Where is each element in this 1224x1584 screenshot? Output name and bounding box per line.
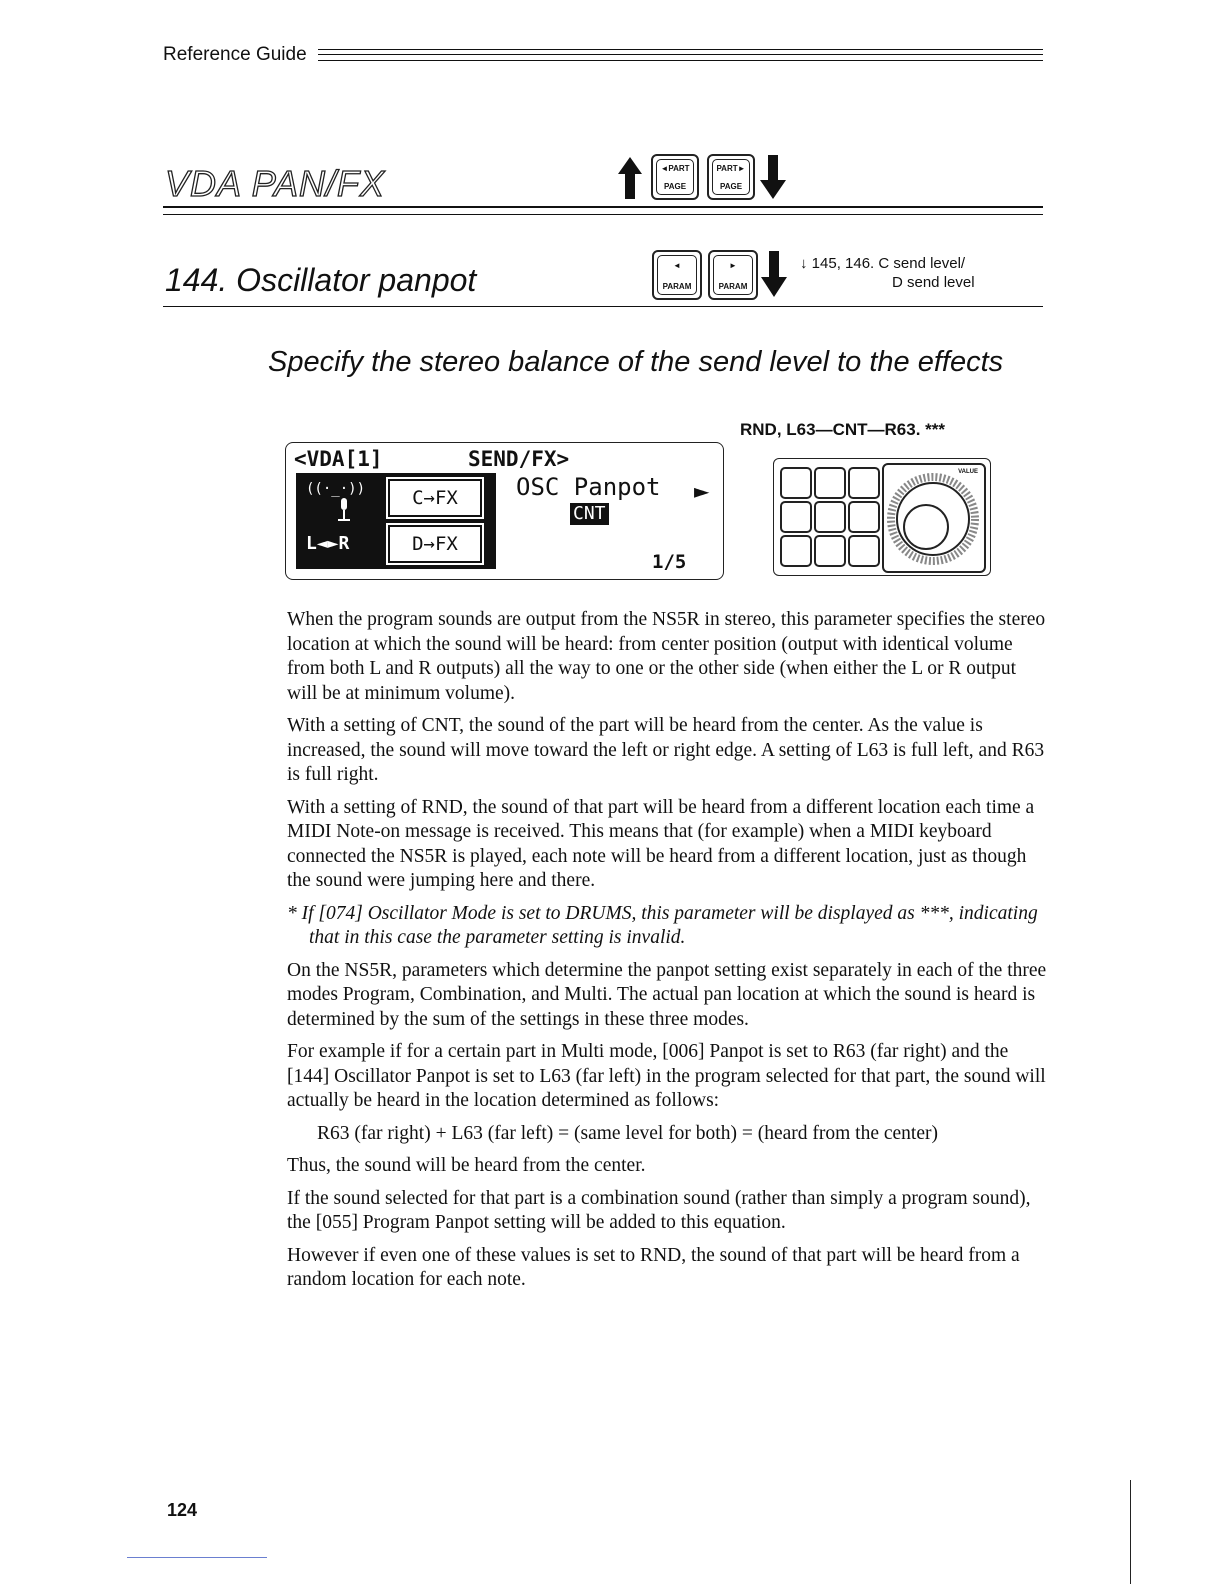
down-arrow-icon	[759, 154, 787, 200]
panel-button[interactable]	[780, 467, 812, 499]
header-rule	[318, 49, 1043, 61]
section-title: VDA PAN/FX	[165, 163, 386, 204]
param-right-key-bottom: PARAM	[718, 282, 748, 291]
lcd-header-left: <VDA[1]	[294, 447, 383, 471]
lcd-header-right: SEND/FX>	[468, 447, 570, 471]
knob-housing	[882, 463, 986, 573]
lcd-param-name: OSC Panpot	[516, 473, 661, 501]
parameter-subtitle: Specify the stereo balance of the send level to the effects	[268, 346, 1004, 378]
panel-button[interactable]	[780, 535, 812, 567]
microphone-icon	[336, 497, 352, 523]
lcd-page-indicator: 1/5	[652, 551, 687, 573]
body-text	[287, 608, 1047, 1301]
paragraph: When the program sounds are output from the NS5R in stereo, this parameter specifies the stereo location at which the sound will be heard: from center position (output with identical volume from both L and R outputs) all the way to one or the other side (when either the L or R output will be at minimum volume).	[287, 609, 1046, 704]
parameter-rule	[163, 306, 1043, 307]
section-rule	[163, 206, 1043, 215]
panel-button[interactable]	[814, 535, 846, 567]
down-arrow-icon	[760, 250, 788, 298]
lcd-next-arrow: ►	[694, 479, 710, 503]
lcd-value-cursor: CNT	[570, 503, 609, 525]
lcd-display	[285, 442, 724, 580]
paragraph: With a setting of RND, the sound of that part will be heard from a different location each time a MIDI Note-on message is received. This means that (for example) when a MIDI keyboard connected the NS5R is played, each note will be heard from a different location, just as though the sound were jumping here and there.	[287, 796, 1035, 891]
value-knob-icon[interactable]	[886, 471, 980, 565]
lcd-pan-block	[296, 473, 496, 569]
part-left-key-bottom: PAGE	[663, 182, 687, 191]
paragraph: With a setting of CNT, the sound of the part will be heard from the center. As the value is increased, the sound will move toward the left or right edge. A setting of L63 is full left, and R63 is full right.	[287, 715, 1045, 785]
reference-guide-label: Reference Guide	[163, 44, 307, 65]
next-parameter-line2: D send level	[892, 274, 975, 291]
pan-glyph: ((·_·))	[306, 481, 366, 497]
param-left-key-bottom: PARAM	[662, 282, 692, 291]
paragraph: For example if for a certain part in Multi mode, [006] Panpot is set to R63 (far right) and the [144] Oscillator Panpot is set to L63 (far left) in the program selected for that part, the sound will actually be heard in the location determined as follows:	[287, 1041, 1046, 1111]
panel-button[interactable]	[848, 535, 880, 567]
front-panel-illustration	[773, 458, 991, 576]
panel-button[interactable]	[848, 501, 880, 533]
next-parameter-note	[800, 254, 975, 292]
page-number: 124	[167, 1500, 198, 1520]
param-left-key-top: ◄	[673, 261, 681, 270]
d-fx-send-box: D→FX	[388, 525, 482, 563]
part-left-page-key[interactable]	[651, 154, 699, 200]
part-right-page-key[interactable]	[707, 154, 755, 200]
part-left-key-top: ◄PART	[660, 164, 690, 173]
panel-button[interactable]	[780, 501, 812, 533]
paragraph: On the NS5R, parameters which determine the panpot setting exist separately in each of the three modes Program, Combination, and Multi. The actual pan location at which the sound is heard is determined by the sum of the settings in these three modes.	[287, 959, 1047, 1030]
part-page-nav	[617, 154, 792, 200]
param-right-key-top: ►	[729, 261, 737, 270]
next-parameter-line1: ↓ 145, 146. C send level/	[800, 255, 966, 272]
part-right-key-bottom: PAGE	[719, 182, 743, 191]
param-nav	[652, 250, 797, 300]
up-arrow-icon	[617, 156, 643, 200]
param-right-key[interactable]	[708, 250, 758, 300]
lr-balance-label: L◄►R	[306, 533, 350, 554]
panel-button[interactable]	[814, 467, 846, 499]
paragraph: Thus, the sound will be heard from the center.	[287, 1155, 646, 1176]
part-right-key-top: PART►	[716, 164, 746, 173]
panel-button[interactable]	[814, 501, 846, 533]
knob-label: VALUE	[958, 469, 978, 475]
value-range: RND, L63—CNT—R63. ***	[740, 420, 945, 439]
note-paragraph: * If [074] Oscillator Mode is set to DRUMS, this parameter will be displayed as ***, indicating that in this case the parameter setting is invalid.	[287, 902, 1038, 948]
param-left-key[interactable]	[652, 250, 702, 300]
equation-line: R63 (far right) + L63 (far left) = (same level for both) = (heard from the center)	[317, 1122, 938, 1144]
parameter-title: 144. Oscillator panpot	[165, 262, 477, 298]
page-edge-mark	[1130, 1480, 1131, 1584]
paragraph: However if even one of these values is set to RND, the sound of that part will be heard from a random location for each note.	[287, 1244, 1020, 1290]
paragraph: If the sound selected for that part is a combination sound (rather than simply a program sound), the [055] Program Panpot setting will be added to this equation.	[287, 1187, 1031, 1233]
c-fx-send-box: C→FX	[388, 479, 482, 517]
panel-button[interactable]	[848, 467, 880, 499]
footer-line	[127, 1557, 267, 1558]
